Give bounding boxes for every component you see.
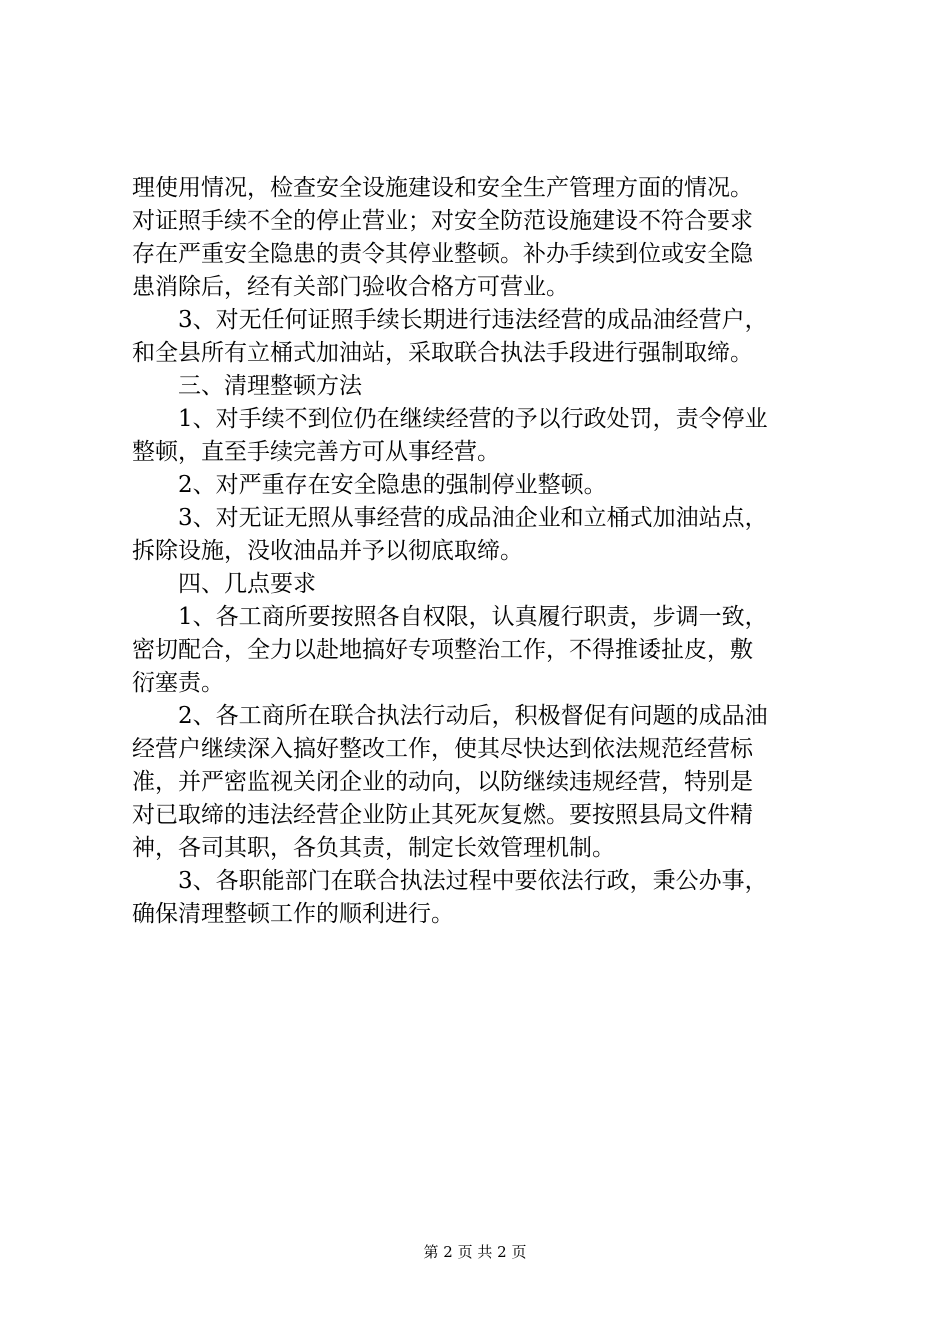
text-line: 神，各司其职，各负其责，制定长效管理机制。 xyxy=(132,835,615,861)
text-line: 对已取缔的违法经营企业防止其死灰复燃。要按照县局文件精 xyxy=(132,802,753,828)
text-line: 1、对手续不到位仍在继续经营的予以行政处罚，责令停业 xyxy=(178,406,768,432)
text-line: 拆除设施，没收油品并予以彻底取缔。 xyxy=(132,538,523,564)
section-heading: 三、清理整顿方法 xyxy=(178,373,362,399)
text-line: 理使用情况，检查安全设施建设和安全生产管理方面的情况。 xyxy=(132,175,753,201)
text-line: 患消除后，经有关部门验收合格方可营业。 xyxy=(132,274,569,300)
text-line: 和全县所有立桶式加油站，采取联合执法手段进行强制取缔。 xyxy=(132,340,753,366)
text-line: 对证照手续不全的停止营业；对安全防范设施建设不符合要求 xyxy=(132,208,753,234)
text-line: 整顿，直至手续完善方可从事经营。 xyxy=(132,439,500,465)
text-line: 3、对无证无照从事经营的成品油企业和立桶式加油站点， xyxy=(178,505,768,531)
section-heading: 四、几点要求 xyxy=(178,571,316,597)
text-line: 存在严重安全隐患的责令其停业整顿。补办手续到位或安全隐 xyxy=(132,241,753,267)
text-line: 2、各工商所在联合执法行动后，积极督促有问题的成品油 xyxy=(178,703,768,729)
text-line: 准，并严密监视关闭企业的动向，以防继续违规经营，特别是 xyxy=(132,769,753,795)
page-number-footer: 第 2 页 共 2 页 xyxy=(423,1243,527,1261)
text-line: 3、对无任何证照手续长期进行违法经营的成品油经营户， xyxy=(178,307,768,333)
text-line: 3、各职能部门在联合执法过程中要依法行政，秉公办事， xyxy=(178,868,768,894)
text-line: 2、对严重存在安全隐患的强制停业整顿。 xyxy=(178,472,607,498)
text-line: 密切配合，全力以赴地搞好专项整治工作，不得推诿扯皮，敷 xyxy=(132,637,753,663)
text-line: 确保清理整顿工作的顺利进行。 xyxy=(132,901,454,927)
text-line: 衍塞责。 xyxy=(132,670,224,696)
text-line: 经营户继续深入搞好整改工作，使其尽快达到依法规范经营标 xyxy=(132,736,753,762)
text-line: 1、各工商所要按照各自权限，认真履行职责，步调一致， xyxy=(178,604,768,630)
